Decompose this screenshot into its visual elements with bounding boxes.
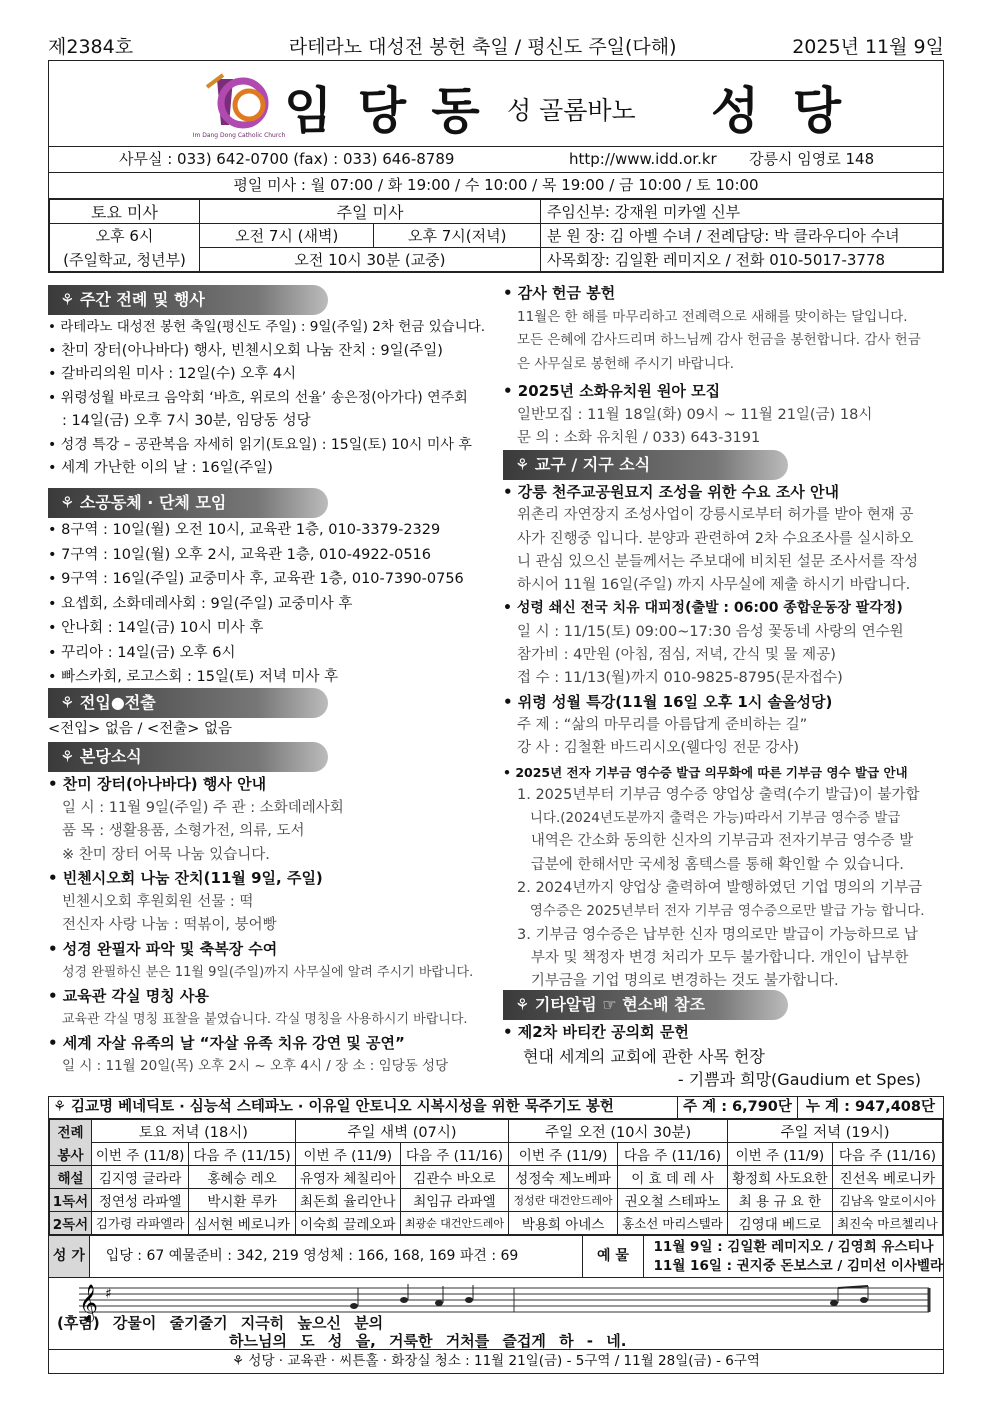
news-title: • 감사 헌금 봉헌 [503, 284, 616, 302]
weekly-item: • 찬미 장터(아나바다) 행사, 빈첸시오회 나눔 잔치 : 9일(주일) [48, 342, 443, 359]
sisters: 분 원 장: 김 아벨 수녀 / 전례담당: 박 클라우디아 수녀 [540, 224, 942, 248]
offering-line: 11월 9일 : 김일환 레미지오 / 김영희 유스티나 [653, 1239, 934, 1255]
role-label: 해설 [50, 1166, 92, 1189]
mass-schedule-table [49, 199, 943, 272]
svg-text:𝄞: 𝄞 [79, 1283, 98, 1321]
sunday-main-mass: 오전 10시 30분 (교중) [200, 248, 541, 272]
duty-week: 다음 주 (11/15) [189, 1143, 295, 1166]
weekday-mass: 평일 미사 : 월 07:00 / 화 19:00 / 수 10:00 / 목 19:00 / 금 10:00 / 토 10:00 [233, 176, 759, 194]
section-groups-head: ⚘ 소공동체 · 단체 모임 [48, 488, 328, 518]
right-top-news [503, 282, 945, 451]
duty-cell: 정연성 라파엘 [92, 1189, 189, 1212]
weekday-mass-row [49, 173, 943, 199]
news-line: 니 관심 있으신 분들께서는 주보대에 비치된 설문 조사서를 작성 [517, 553, 919, 570]
news-title: • 2025년 소화유치원 원아 모집 [503, 382, 721, 400]
news-line: - 기쁨과 희망(Gaudium et Spes) [677, 1070, 921, 1089]
duty-cell: 정성란 대건안드레아 [509, 1189, 618, 1212]
news-line: 일 시 : 11/15(토) 09:00~17:30 음성 꽃동네 사랑의 연수원 [517, 623, 904, 640]
news-line: 영수증은 2025년부터 전자 기부금 영수증으로만 발급 가능 합니다. [517, 903, 925, 920]
duty-week: 다음 주 (11/16) [832, 1143, 942, 1166]
rosary-cumulative: 누 계 : 947,408단 [805, 1099, 935, 1115]
group-item: • 8구역 : 10일(월) 오전 10시, 교육관 1층, 010-3379-2329 [48, 522, 441, 538]
transfer-text [48, 718, 488, 742]
table-row [50, 1212, 943, 1235]
news-line: 접 수 : 11/13(월)까지 010-9825-8795(문자접수) [517, 670, 843, 687]
duty-label: 봉사 [50, 1143, 92, 1166]
hymn-label: 성 가 [49, 1236, 90, 1277]
duty-cell: 이 효 데 레 사 [617, 1166, 727, 1189]
masthead [48, 60, 944, 273]
bottom-section [48, 1096, 944, 1374]
news-line: 강 사 : 김철환 바드리시오(웰다잉 전문 강사) [517, 740, 799, 757]
duty-cell: 최임규 라파엘 [400, 1189, 509, 1212]
duty-cell: 김가령 라파엘라 [92, 1212, 189, 1235]
hymn-numbers: 입당 : 67 예물준비 : 342, 219 영성체 : 166, 168, 169 파견 : 69 [90, 1236, 584, 1277]
duty-cell: 홍혜승 레오 [189, 1166, 295, 1189]
diocese-news [503, 481, 945, 994]
music-staff-icon [49, 1282, 942, 1321]
group-item: • 9구역 : 16일(주일) 교중미사 후, 교육관 1층, 010-7390-0756 [48, 571, 464, 587]
liturgy-duty-table [49, 1119, 943, 1235]
saturday-mass-note: (주일학교, 청년부) [50, 248, 200, 272]
news-line: 현대 세계의 교회에 관한 사목 헌장 [523, 1046, 765, 1066]
duty-week: 이번 주 (11/9) [728, 1143, 833, 1166]
news-line: 일 시 : 11월 20일(목) 오후 2시 ~ 오후 4시 / 장 소 : 임당동 성당 [62, 1058, 449, 1074]
duty-group: 주일 새벽 (07시) [295, 1120, 508, 1143]
church-name-left: 임 당 동 [284, 82, 484, 140]
table-row [50, 1189, 943, 1212]
transfer-line: <전입> 없음 / <전출> 없음 [48, 721, 232, 737]
news-line: 내역은 간소화 동의한 신자의 기부금과 전자기부금 영수증 발 [517, 833, 914, 850]
weekly-item: : 14일(금) 오후 7시 30분, 임당동 성당 [62, 413, 311, 429]
news-title: • 성령 쇄신 전국 치유 대피정(출발 : 06:00 종합운동장 팔각정) [503, 600, 903, 617]
church-patron: 성 골롬바노 [507, 96, 636, 125]
church-address: 강릉시 임영로 148 [749, 150, 875, 168]
duty-label: 전례 [50, 1120, 92, 1143]
news-line: 기부금을 기업 명의로 변경하는 것도 불가합니다. [517, 973, 839, 990]
duty-cell: 김지영 글라라 [92, 1166, 189, 1189]
rosary-prayer: ⚘ 김교명 베네딕토 · 심능석 스테파노 · 이유일 안토니오 시복시성을 위한 묵주기도 봉헌 [49, 1097, 678, 1118]
duty-cell: 이숙희 끌레오파 [295, 1212, 400, 1235]
duty-cell: 김관수 바오로 [400, 1166, 509, 1189]
weekly-item: • 위령성월 바로크 음악회 ‘바흐, 위로의 선율’ 송은정(아가다) 연주회 [48, 389, 468, 406]
duty-week: 이번 주 (11/8) [92, 1143, 189, 1166]
sunday-mass-head: 주일 미사 [200, 200, 541, 224]
section-transfer-head: ⚘ 전입●전출 [48, 688, 328, 718]
section-news-head: ⚘ 본당소식 [48, 742, 328, 772]
news-line: 하시어 11월 16일(주일) 까지 사무실에 제출 하시기 바랍니다. [517, 577, 911, 594]
office-phone: 사무실 : 033) 642-0700 (fax) : 033) 646-8789 [119, 150, 455, 168]
svg-text:Im Dang Dong Catholic Church: Im Dang Dong Catholic Church [192, 132, 286, 139]
duty-week: 다음 주 (11/16) [617, 1143, 727, 1166]
news-line: 급분에 한해서만 국세청 홈텍스를 통해 확인할 수 있습니다. [517, 856, 904, 873]
news-title: • 세계 자살 유족의 날 “자살 유족 치유 강연 및 공연” [48, 1033, 405, 1052]
news-line: 참가비 : 4만원 (아침, 점심, 저녁, 간식 및 물 제공) [517, 647, 836, 664]
offering-label: 예 물 [583, 1236, 643, 1277]
duty-cell: 심서현 베로니카 [189, 1212, 295, 1235]
news-line: 품 목 : 생활용품, 소형가전, 의류, 도서 [62, 823, 305, 839]
contact-row [49, 147, 943, 173]
news-title: • 교육관 각실 명칭 사용 [48, 986, 209, 1005]
news-line: 전신자 사랑 나눔 : 떡볶이, 붕어빵 [62, 917, 277, 933]
duty-cell: 홍소선 마리스텔라 [617, 1212, 727, 1235]
duty-cell: 황정희 사도요한 [728, 1166, 833, 1189]
duty-cell: 최진숙 마르첼리나 [832, 1212, 942, 1235]
news-line: 일 시 : 11월 9일(주일) 주 관 : 소화데레사회 [62, 799, 344, 816]
news-line: 1. 2025년부터 기부금 영수증 양업상 출력(수기 발급)이 불가합 [517, 786, 920, 803]
groups-list [48, 518, 488, 690]
group-item: • 요셉회, 소화데레사회 : 9일(주일) 교중미사 후 [48, 595, 353, 612]
group-item: • 안나회 : 14일(금) 10시 미사 후 [48, 620, 264, 636]
duty-week: 이번 주 (11/9) [295, 1143, 400, 1166]
group-item: • 7구역 : 10일(월) 오후 2시, 교육관 1층, 010-4922-0516 [48, 546, 431, 563]
offering-list [644, 1236, 943, 1277]
refrain-music [49, 1277, 943, 1349]
weekly-item: • 갈바리의원 미사 : 12일(수) 오후 4시 [48, 366, 297, 382]
duty-cell: 진선옥 베로니카 [832, 1166, 942, 1189]
duty-week: 다음 주 (11/16) [400, 1143, 509, 1166]
news-line: 모든 은혜에 감사드리며 하느님께 감사 헌금을 봉헌합니다. 감사 헌금 [517, 332, 921, 348]
duty-cell: 김남옥 알로이시아 [832, 1189, 942, 1212]
title-box [49, 61, 943, 147]
duty-cell: 최 용 규 요 한 [728, 1189, 833, 1212]
news-title: • 제2차 바티칸 공의회 문헌 [503, 1023, 689, 1041]
weekly-item: • 라테라노 대성전 봉헌 축일(평신도 주일) : 9일(주일) 2차 헌금 있습니다. [48, 319, 486, 335]
weekly-item: • 성경 특강 – 공관복음 자세히 읽기(토요일) : 15일(토) 10시 미사 후 [48, 436, 472, 453]
sunday-evening-mass: 오후 7시(저녁) [374, 224, 540, 248]
bulletin-date: 2025년 11월 9일 [792, 36, 944, 58]
news-title: • 빈첸시오회 나눔 잔치(11월 9일, 주일) [48, 869, 323, 887]
refrain-line: 하느님의 도 성 을, 거룩한 거처를 즐겁게 하 - 네. [229, 1332, 627, 1350]
hymn-row [49, 1235, 943, 1277]
news-line: 교육관 각실 명칭 표찰을 붙였습니다. 각실 명칭을 사용하시기 바랍니다. [62, 1012, 468, 1027]
news-line: 위촌리 자연장지 조성사업이 강릉시로부터 허가를 받아 현재 공 [517, 507, 914, 524]
council-president: 사목회장: 김일환 레미지오 / 전화 010-5017-3778 [540, 248, 942, 272]
news-line: 빈첸시오회 후원회원 선물 : 떡 [62, 893, 254, 910]
duty-cell: 권오철 스테파노 [617, 1189, 727, 1212]
duty-group: 토요 저녁 (18시) [92, 1120, 296, 1143]
group-item: • 빠스카회, 로고스회 : 15일(토) 저녁 미사 후 [48, 669, 339, 685]
news-line: 3. 기부금 영수증은 납부한 신자 명의로만 발급이 가능하므로 납 [517, 926, 918, 943]
news-line: 사가 진행중 입니다. 분양과 관련하여 2차 수요조사를 실시하오 [517, 530, 914, 547]
group-item: • 꾸리아 : 14일(금) 오후 6시 [48, 644, 236, 661]
duty-week: 이번 주 (11/9) [509, 1143, 618, 1166]
news-title: • 강릉 천주교공원묘지 조성을 위한 수요 조사 안내 [503, 483, 839, 501]
news-title: • 찬미 장터(아나바다) 행사 안내 [48, 775, 267, 793]
duty-group: 주일 저녁 (19시) [728, 1120, 943, 1143]
church-name-right: 성 당 [711, 82, 850, 140]
section-etc-head: ⚘ 기타알림 ☞ 현소배 참조 [503, 990, 788, 1020]
news-line: 부자 및 책정자 변경 처리가 모두 불가합니다. 개인이 납부한 [517, 949, 909, 966]
parish-logo-icon [192, 65, 286, 141]
saturday-mass-head: 토요 미사 [50, 200, 200, 224]
news-line: 주 제 : “삶의 마무리를 아름답게 준비하는 길” [517, 716, 808, 733]
news-line: 성경 완필하신 분은 11월 9일(주일)까지 사무실에 알려 주시기 바랍니다. [62, 965, 474, 980]
duty-cell: 성정숙 제노베파 [509, 1166, 618, 1189]
duty-cell: 최돈희 율리안나 [295, 1189, 400, 1212]
news-line: 2. 2024년까지 양업상 출력하여 발행하였던 기업 명의의 기부금 [517, 880, 923, 897]
role-label: 2독서 [50, 1212, 92, 1235]
section-weekly-head: ⚘ 주간 전례 및 행사 [48, 285, 328, 315]
section-diocese-head: ⚘ 교구 / 지구 소식 [503, 450, 788, 480]
feast-title: 라테라노 대성전 봉헌 축일 / 평신도 주일(다해) [288, 36, 677, 58]
duty-cell: 박용희 아네스 [509, 1212, 618, 1235]
news-line: 11월은 한 해를 마무리하고 전례력으로 새해를 맞이하는 달입니다. [517, 308, 908, 325]
news-line: ※ 찬미 장터 어묵 나눔 있습니다. [62, 846, 270, 863]
svg-text:♯: ♯ [105, 1286, 112, 1302]
duty-cell: 최광순 대건안드레아 [400, 1212, 509, 1235]
table-row [50, 1166, 943, 1189]
prayer-row [49, 1097, 943, 1119]
offering-line: 11월 16일 : 권지중 돈보스코 / 김미선 이사벨라 [653, 1258, 943, 1274]
news-line: 니다.(2024년도분까지 출력은 가능)따라서 기부금 영수증 발급 [517, 810, 901, 827]
news-title: • 위령 성월 특강(11월 16일 오후 1시 솔올성당) [503, 692, 833, 711]
refrain-line: (후렴) 강물이 줄기줄기 지극히 높으신 분의 [57, 1314, 384, 1332]
news-line: 은 사무실로 봉헌해 주시기 바랍니다. [517, 355, 735, 372]
duty-cell: 박시환 루카 [189, 1189, 295, 1212]
parish-news [48, 773, 488, 1079]
sunday-dawn-mass: 오전 7시 (새벽) [200, 224, 374, 248]
issue-number: 제2384호 [48, 36, 134, 58]
duty-cell: 김영대 베드로 [728, 1212, 833, 1235]
website-link[interactable]: http://www.idd.or.kr [569, 150, 717, 168]
duty-cell: 유영자 체칠리아 [295, 1166, 400, 1189]
duty-group: 주일 오전 (10시 30분) [509, 1120, 728, 1143]
rosary-total: 주 계 : 6,790단 [678, 1097, 798, 1118]
saturday-mass-time: 오후 6시 [50, 224, 200, 248]
news-line: 문 의 : 소화 유치원 / 033) 643-3191 [517, 430, 761, 446]
news-title: • 성경 완필자 파악 및 축복장 수여 [48, 939, 278, 958]
cleaning-duty: ⚘ 성당 · 교육관 · 씨튼홀 · 화장실 청소 : 11월 21일(금) - 5구역 / 11월 28일(금) - 6구역 [49, 1349, 943, 1373]
top-header [48, 32, 944, 58]
role-label: 1독서 [50, 1189, 92, 1212]
news-line: 일반모집 : 11월 18일(화) 09시 ~ 11월 21일(금) 18시 [517, 406, 873, 423]
pastor: 주임신부: 강재원 미카엘 신부 [540, 200, 942, 224]
news-title: • 2025년 전자 기부금 영수증 발급 의무화에 따른 기부금 영수 발급 안내 [503, 764, 908, 780]
weekly-item: • 세계 가난한 이의 날 : 16일(주일) [48, 460, 273, 476]
weekly-list [48, 316, 488, 481]
etc-news [503, 1021, 945, 1092]
